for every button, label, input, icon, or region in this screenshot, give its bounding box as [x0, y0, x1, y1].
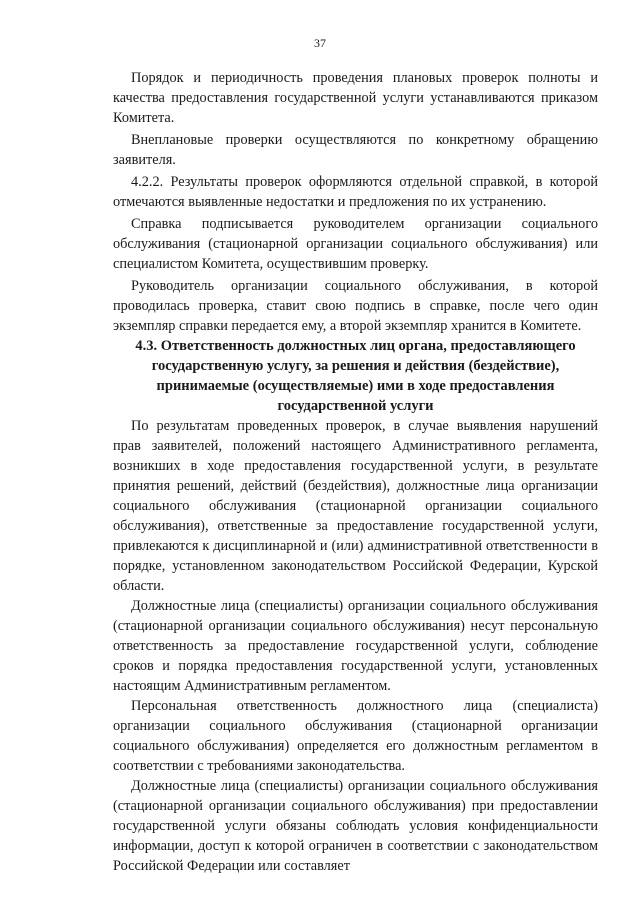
paragraph-personal-responsibility: Должностные лица (специалисты) организации социального обслуживания (стационарной организации социального обслуживания) несут персональную ответственность за предоставление государственной услуги, соблюдение сроков и порядка предоставления государственной услуги, установленных настоящим Административным регламентом.	[113, 598, 598, 694]
section-heading: 4.3. Ответственность должностных лиц органа, предоставляющего государственную услугу, за решения и действия (бездействие), принимаемые (осуществляемые) ими в ходе предоставления государственной услуги	[135, 338, 576, 414]
page-number: 37	[314, 36, 326, 50]
paragraph-planned-inspections: Порядок и периодичность проведения плановых проверок полноты и качества предоставления государственной услуги устанавливаются приказом Комитета.	[113, 70, 598, 126]
paragraph-disciplinary-liability: По результатам проведенных проверок, в случае выявления нарушений прав заявителей, положений настоящего Административного регламента, возникших в ходе предоставления государственной услуги, в результате принятия решений, действий (бездействия), должностные лица организации социального обслуживания (стационарной организации социального обслуживания), ответственные за предоставление государственной услуги, привлекаются к дисциплинарной и (или) административной ответственности в порядке, установленном законодательством Российской Федерации, Курской области.	[113, 418, 598, 594]
document-body	[113, 68, 598, 876]
paragraph-report-signing: Справка подписывается руководителем организации социального обслуживания (стационарной организации социального обслуживания) или специалистом Комитета, осуществившим проверку.	[113, 216, 598, 272]
paragraph-unplanned-inspections: Внеплановые проверки осуществляются по конкретному обращению заявителя.	[113, 132, 598, 168]
paragraph-report-copies: Руководитель организации социального обслуживания, в которой проводилась проверка, ставит свою подпись в справке, после чего один экземпляр справки передается ему, а второй экземпляр хранится в Комитете.	[113, 278, 598, 334]
paragraph-inspection-results: 4.2.2. Результаты проверок оформляются отдельной справкой, в которой отмечаются выявленные недостатки и предложения по их устранению.	[113, 174, 598, 210]
paragraph-confidentiality: Должностные лица (специалисты) организации социального обслуживания (стационарной организации социального обслуживания) при предоставлении государственной услуги обязаны соблюдать условия конфиденциальности информации, доступ к которой ограничен в соответствии с законодательством Российской Федерации или составляет	[113, 778, 598, 874]
paragraph-job-regulations: Персональная ответственность должностного лица (специалиста) организации социального обслуживания (стационарной организации социального обслуживания) определяется его должностным регламентом в соответствии с требованиями законодательства.	[113, 698, 598, 774]
